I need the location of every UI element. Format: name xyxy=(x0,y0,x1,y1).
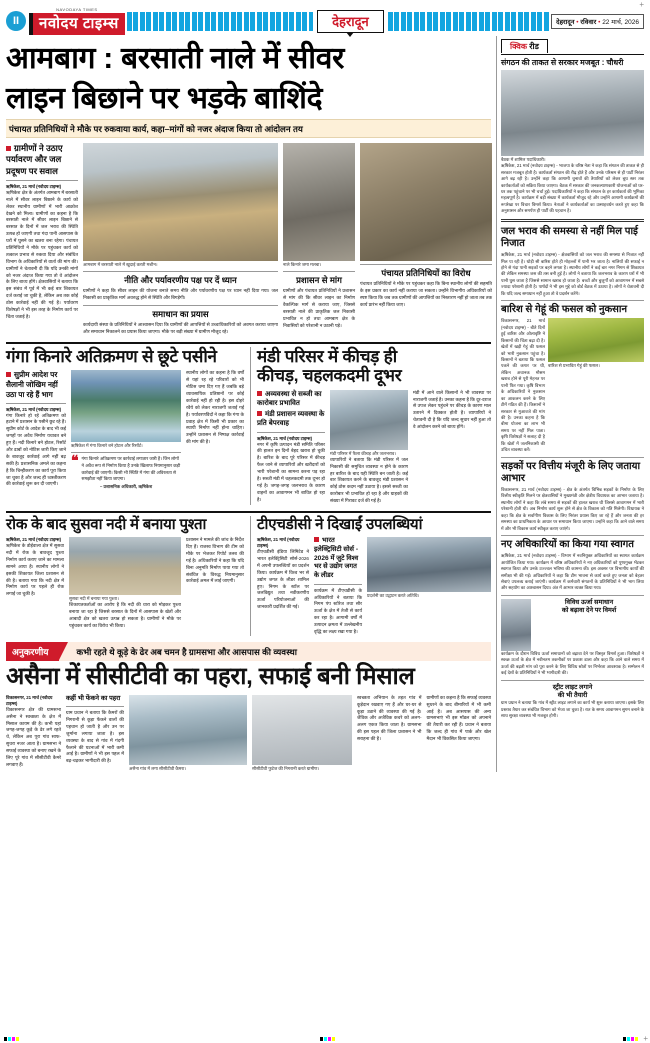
divider xyxy=(501,535,644,536)
mandi-photo-caption: मंडी परिसर में फैला कीचड़ और जलभराव। xyxy=(330,450,397,456)
susva-dateline: ऋषिकेश, 21 मार्च (नवोदय टाइम्स) xyxy=(6,537,62,543)
susva-photo-caption: सुसवा नदी में बनाया गया पुश्ता। xyxy=(69,596,119,602)
susva-story xyxy=(6,516,244,636)
divider xyxy=(501,595,644,596)
feature-col-1 xyxy=(6,695,61,772)
thdc-dateline: ऋषिकेश, 21 मार्च (नवोदय टाइम्स) xyxy=(257,537,300,549)
divider xyxy=(71,452,181,453)
divider xyxy=(283,271,355,272)
mandi-col-1 xyxy=(257,390,325,505)
thdc-col-3 xyxy=(367,537,491,636)
thdc-photo-caption: प्रदर्शनी का उद्घाटन करते अतिथि। xyxy=(367,593,420,599)
feature-col-3 xyxy=(129,695,247,772)
mandi-col-2 xyxy=(330,390,408,505)
feature-body-2: ग्राम प्रधान ने बताया कि कैमरों की निगरानी से कूड़ा फेंकने वालों की पहचान हो जाती है और उन पर जुर्माना लगाया जाता है। इस व्यवस्था के बाद से गांव में गंदगी फैलाने की घटनाओं में भारी कमी आई है। ग्रामीणों ने भी इस पहल में बढ़-चढ़कर भागीदारी की है। xyxy=(66,710,124,764)
divider xyxy=(501,300,644,301)
ganga-quote: गंगा किनारे अतिक्रमण पर कार्रवाई लगातार जारी है। जिन लोगों ने अवैध रूप से निर्माण किया है उनके खिलाफ नियमानुसार कड़ी कार्रवाई की जाएगी। किसी भी स्थिति में गंगा की अविरलता से समझौता नहीं किया जाएगा। xyxy=(81,456,181,482)
mandi-dateline: ऋषिकेश, 21 मार्च (नवोदय टाइम्स) xyxy=(257,435,313,441)
divider xyxy=(501,219,644,222)
page-number-badge: II xyxy=(6,11,26,31)
rail-story-5-text: ऋषिकेश, 21 मार्च (नवोदय टाइम्स) - विभाग में नवनियुक्त अधिकारियों का स्वागत कार्यक्रम आयोजित किया गया। कार्यक्रम में वरिष्ठ अधिकारियों ने नए अधिकारियों को पुष्पगुच्छ भेंटकर स्वागत किया और उनके उज्ज्वल भविष्य की कामना की। इस अवसर पर विभागीय कार्यों की समीक्षा भी की गई। अधिकारियों ने कहा कि टीम भावना से कार्य करते हुए जनता को बेहतर सेवाएं उपलब्ध कराई जाएंगी। कार्यक्रम में कर्मचारी संगठनों के प्रतिनिधियों ने भी भाग लिया और सहयोग का आश्वासन दिया। अंत में आभार व्यक्त किया गया। xyxy=(501,553,644,591)
rail-story-1-photo xyxy=(501,70,644,156)
divider xyxy=(83,271,278,272)
feature-side-head-line1: स्ट्रीट लाइट लगाने xyxy=(552,683,593,691)
lead-columns xyxy=(6,143,491,336)
thdc-side-text: कार्यक्रम के दौरान विविध ऊर्जा समाधानों को बढ़ावा देने पर विस्तृत विमर्श हुआ। विशेषज्ञों ने स्वच्छ ऊर्जा के क्षेत्र में नवीनतम तकनीकों पर प्रकाश डाला और कहा कि आने वाले समय में ऊर्जा की बढ़ती मांग को पूरा करने के लिए विविध स्रोतों पर निर्भरता आवश्यक है। सम्मेलन में कई देशों के प्रतिनिधियों ने भी भागीदारी की। xyxy=(501,650,644,676)
lead-sub-text-4: कार्यदायी संस्था के प्रतिनिधियों ने आश्वासन दिया कि ग्रामीणों की आपत्तियों से उच्चाधिकारियों को अवगत कराया जाएगा और समाधान निकालने का प्रयास किया जाएगा। मौके पर बड़ी संख्या में ग्रामीण मौजूद रहे। xyxy=(83,322,278,335)
ganga-col-3 xyxy=(186,370,244,490)
rail-story-2-headline: जल भराव की समस्या से नहीं मिल पाई निजात xyxy=(501,225,638,249)
mandi-body-1: नगर में कृषि उत्पादन मंडी समिति परिसर की हालत इन दिनों बेहद खराब हो चुकी है। बारिश के बाद पूरे परिसर में कीचड़ फैल जाने से व्यापारियों और खरीदारों को भारी परेशानी का सामना करना पड़ रहा है। सब्जी मंडी में चहलकदमी तक दूभर हो गई है। जगह-जगह जलभराव के कारण वाहनों का आवागमन भी बाधित हो रहा है। xyxy=(257,441,325,502)
feature-photo-1 xyxy=(129,695,247,765)
lead-story xyxy=(6,42,491,336)
lead-col-3 xyxy=(283,143,355,336)
feature-body-4: ग्रामीणों का कहना है कि सफाई व्यवस्था सुधरने के बाद बीमारियों में भी कमी आई है। अब आसपास की अन्य ग्रामसभाएं भी इस मॉडल को अपनाने की तैयारी कर रही हैं। प्रधान ने बताया कि जल्द ही गांव में पार्क और खेल मैदान भी विकसित किया जाएगा। xyxy=(426,694,491,742)
feature-col-5 xyxy=(357,695,422,772)
mandi-body-2: व्यापारियों ने बताया कि मंडी परिसर में जल निकासी की समुचित व्यवस्था न होने के कारण हर बारिश के बाद यही स्थिति बन जाती है। कई बार शिकायत करने के बावजूद मंडी प्रशासन ने कोई ठोस कदम नहीं उठाया है। इससे सब्जी का कारोबार भी प्रभावित हो रहा है और ग्राहकों की संख्या में गिरावट दर्ज की गई है। xyxy=(330,456,408,504)
edition-plate xyxy=(317,10,384,33)
mandi-bullet-1: अव्यवस्था से सब्जी का कारोबार प्रभावित xyxy=(257,390,325,408)
date-day: रविवार xyxy=(580,18,597,26)
thdc-body-2: कार्यक्रम में टीएचडीसी के अधिकारियों ने बताया कि निगम पंप स्टोरेज तथा सौर ऊर्जा के क्षेत्र में तेजी से कार्य कर रहा है। आगामी वर्षों में उत्पादन क्षमता में उल्लेखनीय वृद्धि का लक्ष्य रखा गया है। xyxy=(314,587,362,634)
reg-marks-center xyxy=(320,1037,335,1041)
rail-feature-sidebar xyxy=(501,684,644,720)
feature-body-1: विकासनगर क्षेत्र की ग्रामसभा असैना ने स्वच्छता के क्षेत्र में मिसाल कायम की है। कभी यहां जगह-जगह कूड़े के ढेर लगे रहते थे, लेकिन अब पूरा गांव साफ-सुथरा नजर आता है। ग्रामसभा ने सफाई व्यवस्था को बनाए रखने के लिए पूरे गांव में सीसीटीवी कैमरे लगवाए हैं। xyxy=(6,706,61,767)
lead-col-1 xyxy=(6,143,78,336)
mandi-headline-line2: कीचड़, चहलकदमी दूभर xyxy=(257,366,402,386)
publication-logo[interactable] xyxy=(29,7,125,35)
lead-photo-site xyxy=(360,143,492,261)
ganga-photo xyxy=(71,370,181,442)
rail-thdc-sidebar xyxy=(501,599,644,677)
feature-photo-caption-1: असैना गांव में लगा सीसीटीवी कैमरा। xyxy=(129,765,186,771)
thdc-body-1: टीएचडीसी इंडिया लिमिटेड ने भारत इलेक्ट्रिसिटी सोर्स-2026 में अपनी उपलब्धियों का प्रदर्शन किया। कार्यक्रम में विश्व भर से उद्योग जगत के लीडर शामिल हुए। निगम के स्टॉल पर जलविद्युत तथा नवीकरणीय ऊर्जा परियोजनाओं की जानकारी प्रदर्शित की गई। xyxy=(257,549,309,610)
logo-text: नवोदय टाइम्स xyxy=(29,13,125,35)
thdc-bullet: भारत इलेक्ट्रिसिटी सोर्स - 2026 में जुटे विश्व भर से उद्योग जगत के लीडर xyxy=(314,537,362,581)
divider xyxy=(6,180,78,181)
separator-dot-1: • xyxy=(576,18,579,26)
rail-story-1-caption: बैठक में शामिल पदाधिकारी। xyxy=(501,157,546,163)
lead-subhead: पंचायत प्रतिनिधियों ने मौके पर रुकवाया कार्य, कहा–मांगों को नजर अंदाज किया तो आंदोलन तय xyxy=(6,119,491,138)
ganga-story xyxy=(6,347,244,505)
rail-story-2-text: ऋषिकेश, 21 मार्च (नवोदय टाइम्स) - क्षेत्रवासियों को जल भराव की समस्या से निजात नहीं मिल पा रही है। थोड़ी सी बारिश होते ही मोहल्लों में पानी भर जाता है। नालियों की सफाई न होने से गंदा पानी सड़कों पर बहने लगता है। स्थानीय लोगों ने कई बार नगर निगम से शिकायत की लेकिन समस्या जस की तस बनी हुई है। लोगों ने बताया कि जलभराव के कारण घरों में भी पानी घुस जाता है जिससे सामान खराब हो जाता है। बच्चों और बुजुर्गों को आवागमन में सबसे ज्यादा परेशानी होती है। पार्षदों ने भी इस मुद्दे को बोर्ड बैठक में उठाया है। लोगों ने चेतावनी दी कि यदि जल्द समाधान नहीं हुआ तो वे प्रदर्शन करेंगे। xyxy=(501,252,644,296)
susva-col-1 xyxy=(6,537,64,630)
mid-band xyxy=(6,342,491,505)
logo-tagline: NAVODAYA TIMES xyxy=(29,7,125,13)
lead-sub-text-3: पंचायत प्रतिनिधियों ने मौके पर पहुंचकर कहा कि बिना स्थानीय लोगों की सहमति के इस प्रकार का कार्य नहीं कराया जा सकता। उन्होंने विभागीय अधिकारियों को स्पष्ट किया कि जब तक ग्रामीणों की आपत्तियों का निस्तारण नहीं हो जाता तब तक कार्य प्रारंभ नहीं किया जाए। xyxy=(360,281,492,307)
ganga-col-1 xyxy=(6,370,66,490)
mandi-bullet-2: मंडी प्रशासन व्यवस्था के प्रति बेपरवाह xyxy=(257,411,325,428)
feature-story xyxy=(6,642,491,772)
rail-story-3-photo xyxy=(548,318,644,362)
ganga-photo-caption: ऋषिकेश में गंगा किनारे बने होटल और रिसॉर्ट। xyxy=(71,443,143,449)
lead-photo-caption-left: आमबाग में बरसाती नाले में खुदाई करती मशीन। xyxy=(83,262,158,268)
quick-read-tab[interactable] xyxy=(501,39,548,53)
susva-headline: रोक के बाद सुसवा नदी में बनाया पुश्ता xyxy=(6,516,207,534)
thdc-side-head-line1: विविध ऊर्जा समाधान xyxy=(564,598,614,606)
divider xyxy=(501,680,644,681)
susva-body-3: प्रशासन ने मामले की जांच के निर्देश दिए हैं। राजस्व विभाग की टीम को मौके पर भेजकर रिपोर्ट तलब की गई है। अधिकारियों ने कहा कि यदि बिना अनुमति निर्माण पाया गया तो संबंधित के विरुद्ध नियमानुसार कार्रवाई अमल में लाई जाएगी। xyxy=(186,537,244,584)
registration-plus-mark: + xyxy=(639,0,644,9)
rail-story-4 xyxy=(501,461,644,532)
divider xyxy=(314,584,362,585)
feature-col-4 xyxy=(252,695,352,772)
date-value: 22 मार्च, 2026 xyxy=(602,18,639,26)
lead-photo-drain xyxy=(283,143,355,261)
lead-sub-head-4: समाधान का प्रयास xyxy=(152,309,209,320)
lead-sub-head-3: पंचायत प्रतिनिधियों का विरोध xyxy=(381,268,471,279)
lead-sub-text-2: ग्रामीणों और पंचायत प्रतिनिधियों ने प्रशासन से मांग की कि सीवर लाइन का निर्माण वैकल्पिक मार्ग से कराया जाए, जिससे बरसाती नाले की प्राकृतिक जल निकासी प्रभावित न हो तथा आमबाग क्षेत्र के निवासियों को परेशानी न उठानी पड़े। xyxy=(283,288,355,328)
quick-read-label-2: रीड xyxy=(529,42,539,51)
lead-headline-line2: लाइन बिछाने पर भड़के बाशिंदे xyxy=(6,81,323,115)
feature-sub-head: कहीं भी फेंकने का पहरा xyxy=(66,694,121,702)
feature-dateline: विकासनगर, 21 मार्च (नवोदय टाइम्स) xyxy=(6,694,53,706)
mandi-photo xyxy=(330,390,408,450)
susva-body-1: ऋषिकेश के डोईवाला क्षेत्र में सुसवा नदी में रोक के बावजूद पुश्ता निर्माण कार्य कराए जाने का मामला सामने आया है। स्थानीय लोगों ने इसकी शिकायत जिला प्रशासन से की है। बताया गया कि नदी क्षेत्र में निर्माण कार्य पर पहले ही रोक लगाई जा चुकी है। xyxy=(6,543,64,597)
feature-col-6 xyxy=(427,695,492,772)
feature-kicker: कभी रहते थे कूड़े के ढेर अब चमन है ग्रामसभा और आसपास की व्यवस्था xyxy=(76,646,297,657)
thdc-side-head-line2: को बढ़ावा देने पर विमर्श xyxy=(561,607,617,615)
lead-headline-line1: आमबाग : बरसाती नाले में सीवर xyxy=(6,42,345,75)
mandi-col-3 xyxy=(413,390,491,505)
divider xyxy=(360,264,492,265)
susva-col-3 xyxy=(186,537,244,630)
feature-side-text: ग्राम प्रधान ने बताया कि गांव में स्ट्रीट लाइट लगाने का कार्य भी शुरू कराया जाएगा। इसके लिए प्रस्ताव तैयार कर संबंधित विभाग को भेजा जा चुका है। रात के समय आवागमन सुगम बनाने के साथ सुरक्षा व्यवस्था भी मजबूत होगी। xyxy=(501,700,644,719)
rail-story-5-headline: नए अधिकारियों का किया गया स्वागत xyxy=(501,539,635,551)
divider xyxy=(501,457,644,458)
feature-col-2 xyxy=(66,695,124,772)
quick-read-rail xyxy=(496,36,644,772)
divider xyxy=(6,403,66,404)
thdc-story xyxy=(250,516,491,636)
susva-col-2 xyxy=(69,537,181,630)
ganga-col-2 xyxy=(71,370,181,490)
rail-story-3-headline: बारिश से गेहूं की फसल को नुकसान xyxy=(501,304,628,316)
lower-band xyxy=(6,511,491,636)
date-city: देहरादून xyxy=(556,18,575,26)
reg-marks-right xyxy=(623,1037,638,1041)
divider xyxy=(83,305,278,306)
rail-story-3-text-a: विकासनगर, 21 मार्च (नवोदय टाइम्स) - बीते दिनों हुई बारिश और ओलावृष्टि ने किसानों की चिंता बढ़ा दी है। खेतों में खड़ी गेहूं की फसल को भारी नुकसान पहुंचा है। किसानों ने बताया कि फसल पकने की कगार पर थी, लेकिन अचानक मौसम खराब होने से पूरी मेहनत पर पानी फिर गया। कृषि विभाग के अधिकारियों ने नुकसान का आकलन करने के लिए टीमें गठित की हैं। किसानों ने सरकार से मुआवजे की मांग की है। उनका कहना है कि बीमा योजना का लाभ भी समय पर नहीं मिल पाता। कृषि विशेषज्ञों ने सलाह दी है कि खेतों में जलनिकासी की उचित व्यवस्था करें। xyxy=(501,318,545,453)
feature-tag-row xyxy=(6,642,491,661)
lead-col-4 xyxy=(360,143,492,336)
rail-story-4-headline: सड़कों पर वित्तीय मंजूरी के लिए जताया आभार xyxy=(501,460,641,484)
rail-story-4-text: विकासनगर, 21 मार्च (नवोदय टाइम्स) - क्षेत्र के अंतर्गत विभिन्न सड़कों के निर्माण के लिए वित्तीय स्वीकृति मिलने पर क्षेत्रवासियों ने मुख्यमंत्री और क्षेत्रीय विधायक का आभार जताया है। स्थानीय लोगों ने कहा कि लंबे समय से सड़कों की हालत खराब थी जिससे आवागमन में भारी परेशानी होती थी। अब निर्माण कार्य शुरू होने से क्षेत्र के विकास को गति मिलेगी। विधायक ने कहा कि क्षेत्र के सर्वांगीण विकास के लिए निरंतर प्रयास किए जा रहे हैं और जनता की हर समस्या का प्राथमिकता के आधार पर समाधान किया जाएगा। उन्होंने कहा कि आने वाले समय में और भी विकास कार्य स्वीकृत कराए जाएंगे। xyxy=(501,486,644,531)
edition-name: देहरादून xyxy=(332,13,369,29)
masthead xyxy=(6,0,644,36)
ganga-body-1: गंगा किनारे हो रहे अतिक्रमण को हटाने में प्रशासन के पसीने छूट रहे हैं। सुप्रीम कोर्ट के आदेश के बाद भी कई जगहों पर अवैध निर्माण यथावत बने हुए हैं। नदी किनारे बने होटल, रिसॉर्ट और ढाबों को नोटिस जारी किए जाने के बावजूद कार्रवाई आगे नहीं बढ़ सकी है। प्रशासनिक अमले का कहना है कि चिन्हीकरण का कार्य पूरा किया जा चुका है और जल्द ही ध्वस्तीकरण की कार्रवाई शुरू कर दी जाएगी। xyxy=(6,412,66,487)
decorative-dash-strip-left xyxy=(127,12,313,31)
footer-plus-mark: + xyxy=(643,1034,648,1043)
quote-mark-icon: ❝ xyxy=(71,452,79,469)
lead-dateline: ऋषिकेश, 21 मार्च (नवोदय टाइम्स) xyxy=(6,183,62,189)
main-content-zone xyxy=(6,36,491,772)
rail-story-1 xyxy=(501,58,644,215)
lead-left-bullet: ग्रामीणों ने उठाए पर्यावरण और जल प्रदूषण पर सवाल xyxy=(6,143,78,177)
separator-dot-2: • xyxy=(598,18,601,26)
feature-body-3: स्वच्छता अभियान के तहत गांव में कूड़ेदान रखवाए गए हैं और घर-घर से कूड़ा उठाने की व्यवस्था की गई है। जैविक और अजैविक कचरे को अलग-अलग एकत्र किया जाता है। ग्रामसभा की इस पहल की जिला प्रशासन ने भी सराहना की है। xyxy=(357,694,422,742)
lead-photo-col xyxy=(83,143,278,336)
rail-story-2 xyxy=(501,226,644,297)
rail-story-1-text: ऋषिकेश, 21 मार्च (नवोदय टाइम्स) - भाजपा के वरिष्ठ नेता ने कहा कि संगठन की ताकत से ही सरकार मजबूत होती है। कार्यकर्ता संगठन की रीढ़ होते हैं और उनके परिश्रम से ही पार्टी निरंतर आगे बढ़ रही है। उन्होंने कहा कि आगामी चुनावों की तैयारियों को लेकर बूथ स्तर तक कार्यकर्ताओं को सक्रिय किया जाएगा। बैठक में सरकार की जनकल्याणकारी योजनाओं को घर-घर तक पहुंचाने पर भी चर्चा हुई। पदाधिकारियों ने कहा कि संगठन के हर कार्यकर्ता की भूमिका महत्वपूर्ण है। कार्यक्रम में बड़ी संख्या में कार्यकर्ता मौजूद रहे और उन्होंने आगामी कार्यक्रमों की रूपरेखा पर विचार विमर्श किया। नेताओं ने कार्यकर्ताओं का उत्साहवर्धन करते हुए कहा कि अनुशासन और समर्पण ही पार्टी की पहचान है। xyxy=(501,163,644,214)
quick-read-tab-row[interactable] xyxy=(501,36,644,55)
divider xyxy=(257,432,325,433)
decorative-dash-strip-right xyxy=(388,12,549,31)
thdc-photo xyxy=(367,537,491,592)
page-body xyxy=(6,36,644,772)
rail-story-5 xyxy=(501,539,644,592)
ganga-dateline: ऋषिकेश, 21 मार्च (नवोदय टाइम्स) xyxy=(6,406,62,412)
thdc-headline: टीएचडीसी ने दिखाईं उपलब्धियां xyxy=(257,516,423,534)
ganga-bullet: सुप्रीम आदेश पर सैलानी जोखिम नहीं उठा पा रहे हैं भाग xyxy=(6,370,66,399)
lead-sub-head-2: प्रशासन से मांग xyxy=(296,275,342,286)
feature-side-head-line2: की भी तैयारी xyxy=(557,691,588,699)
feature-photo-2 xyxy=(252,695,352,765)
lead-sub-head-1: नीति और पर्यावरणीय पक्ष पर दें ध्यान xyxy=(124,275,237,286)
ganga-body-3: स्थानीय लोगों का कहना है कि वर्षों से यहां रह रहे परिवारों को भी नोटिस थमा दिए गए हैं जबकि बड़े व्यावसायिक प्रतिष्ठानों पर कोई कार्रवाई नहीं हो रही है। इस दोहरे रवैये को लेकर नाराजगी जताई गई है। पर्यावरणविदों ने कहा कि गंगा के प्रवाह क्षेत्र में किसी भी प्रकार का स्थायी निर्माण नहीं होना चाहिए। उन्होंने प्रशासन से निष्पक्ष कार्रवाई की मांग की है। xyxy=(186,370,244,445)
feature-headline: असैना में सीसीटीवी का पहरा, सफाई बनी मिसाल xyxy=(6,662,415,690)
reg-marks-left xyxy=(4,1037,19,1041)
feature-tag-label: अनुकरणीय xyxy=(6,642,59,661)
rail-story-3-caption: बारिश से प्रभावित गेहूं की फसल। xyxy=(548,363,600,369)
divider xyxy=(66,706,124,707)
lead-photo-excavator xyxy=(83,143,278,261)
feature-photo-caption-2: सीसीटीवी फुटेज की निगरानी करते ग्रामीण। xyxy=(252,765,320,771)
susva-photo xyxy=(69,537,181,595)
rail-story-1-headline: संगठन की ताकत से सरकार मजबूत : चौधरी xyxy=(501,58,624,67)
rail-thdc-sidebar-photo xyxy=(501,599,531,651)
mandi-headline-line1: मंडी परिसर में कीचड़ ही xyxy=(257,346,397,366)
footer-registration-strip xyxy=(0,1033,650,1043)
lead-photo-caption-right: नाले किनारे जमा मलबा। xyxy=(283,262,322,268)
mandi-body-3: मंडी में आने वाले किसानों ने भी व्यवस्था पर नाराजगी जताई है। उनका कहना है कि दूर-दराज से उपज लेकर पहुंचने पर कीचड़ के कारण माल उतारने में दिक्कत होती है। व्यापारियों ने चेतावनी दी है कि यदि जल्द सुधार नहीं हुआ तो वे आंदोलन करने को बाध्य होंगे। xyxy=(413,389,491,430)
lead-sub-text-1: ग्रामीणों ने कहा कि सीवर लाइन की योजना बनाते समय नीति और पर्यावरणीय पक्ष पर ध्यान नहीं दिया गया। जल निकासी का प्राकृतिक मार्ग अवरुद्ध होने से स्थिति और बिगड़ेगी। xyxy=(83,288,278,301)
thdc-col-1 xyxy=(257,537,309,636)
lead-body-text: ऋषिकेश क्षेत्र के अंतर्गत आमबाग में बरसाती नाले में सीवर लाइन बिछाने के कार्य को लेकर स्थानीय ग्रामीणों में भारी आक्रोश देखने को मिला। ग्रामीणों का कहना है कि बरसाती नाले में सीवर लाइन बिछाने से बरसात के दिनों में जल भराव की स्थिति उत्पन्न हो जाएगी तथा गंदा पानी आसपास के घरों में घुसने का खतरा बना रहेगा। पंचायत प्रतिनिधियों ने मौके पर पहुंचकर कार्य को तत्काल प्रभाव से रुकवा दिया और संबंधित विभाग के अधिकारियों से वार्ता की मांग की। ग्रामीणों ने चेतावनी दी कि यदि उनकी मांगों को नजर अंदाज किया गया तो वे आंदोलन के लिए बाध्य होंगे। क्षेत्रवासियों ने बताया कि इस संबंध में पूर्व में भी कई बार शिकायत दर्ज कराई जा चुकी है, लेकिन अब तक कोई ठोस कार्रवाई नहीं की गई है। पर्यावरण विशेषज्ञों ने भी इस तरह के निर्माण कार्य पर चिंता जताई है। xyxy=(6,189,78,319)
ganga-headline: गंगा किनारे अतिक्रमण से छूटे पसीने xyxy=(6,346,217,366)
rail-story-3 xyxy=(501,304,644,453)
susva-body-2: शिकायतकर्ताओं का आरोप है कि नदी की धारा को मोड़कर पुश्ता बनाया जा रहा है जिससे बरसात के दिनों में आसपास के खेतों और आबादी क्षेत्र को खतरा उत्पन्न हो सकता है। ग्रामीणों ने मौके पर पहुंचकर कार्य का विरोध भी किया। xyxy=(69,602,181,628)
ganga-quote-attribution: – प्रशासनिक अधिकारी, ऋषिकेश xyxy=(99,483,153,489)
mandi-story xyxy=(250,347,491,505)
quick-read-label-1: क्विक xyxy=(510,42,528,51)
thdc-col-2 xyxy=(314,537,362,636)
date-bar xyxy=(551,14,644,29)
